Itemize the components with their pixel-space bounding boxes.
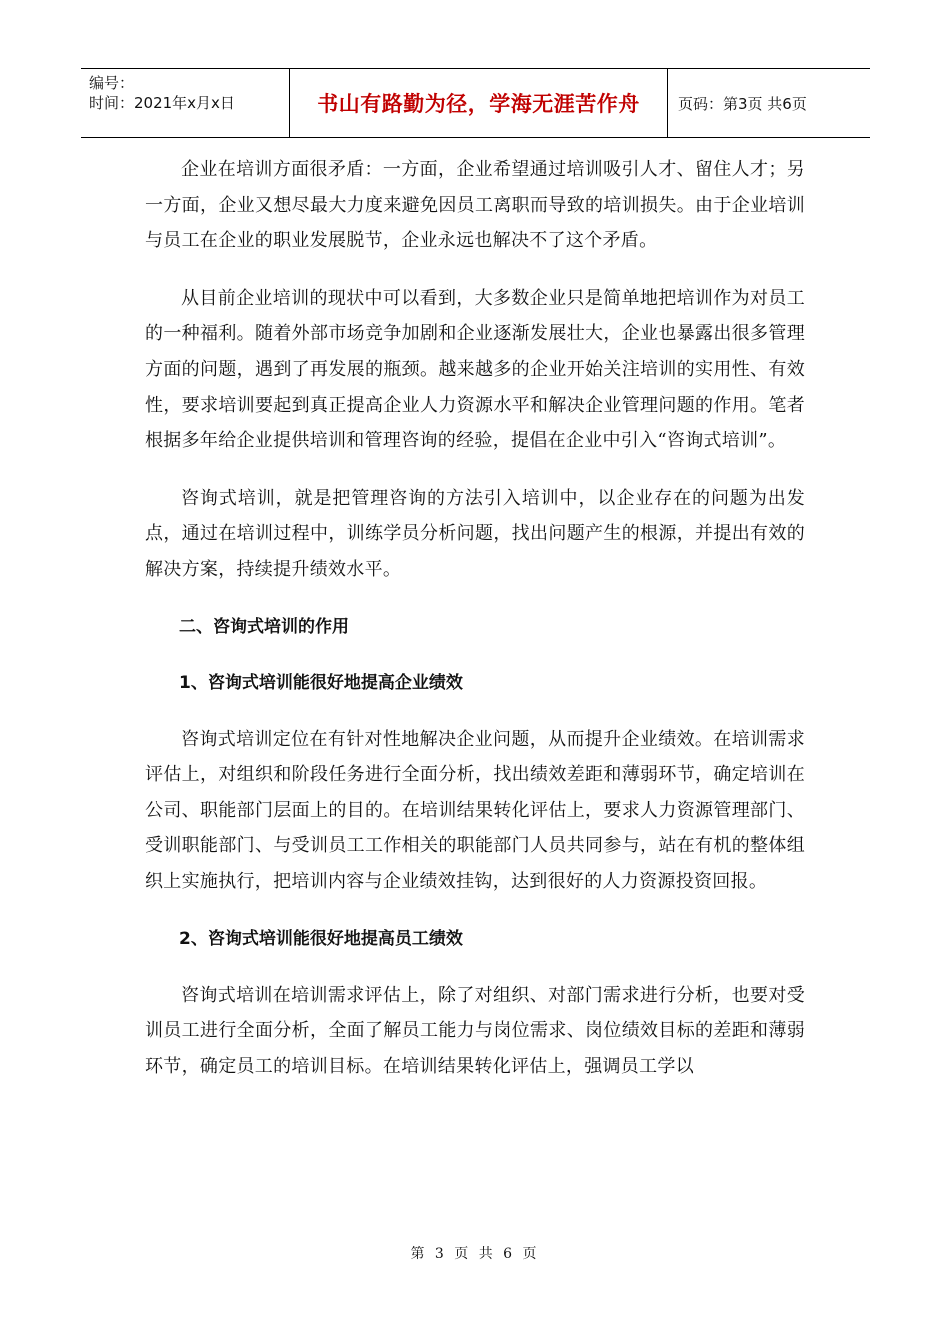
number-label: 编号： bbox=[89, 74, 135, 92]
page-footer: 第 3 页 共 6 页 bbox=[410, 1246, 540, 1262]
paragraph: 企业在培训方面很矛盾：一方面，企业希望通过培训吸引人才、留住人才；另一方面，企业又想尽最大力度来避免因员工离职而导致的培训损失。由于企业培训与员工在企业的职业发展脱节，企业永远也解决不了这个矛盾。 bbox=[145, 159, 805, 252]
section-heading: 二、咨询式培训的作用 bbox=[179, 616, 349, 637]
paragraph: 咨询式培训，就是把管理咨询的方法引入培训中，以企业存在的问题为出发点，通过在培训过程中，训练学员分析问题，找出问题产生的根源，并提出有效的解决方案，持续提升绩效水平。 bbox=[145, 487, 805, 580]
time-label: 时间：2021年x月x日 bbox=[89, 94, 235, 112]
paragraph: 咨询式培训在培训需求评估上，除了对组织、对部门需求进行分析，也要对受训员工进行全面分析，全面了解员工能力与岗位需求、岗位绩效目标的差距和薄弱环节，确定员工的培训目标。在培训结果转化评估上，强调员工学以 bbox=[145, 984, 805, 1077]
header-motto: 书山有路勤为径，学海无涯苦作舟 bbox=[290, 69, 668, 137]
paragraph: 咨询式培训定位在有针对性地解决企业问题，从而提升企业绩效。在培训需求评估上，对组织和阶段任务进行全面分析，找出绩效差距和薄弱环节，确定培训在公司、职能部门层面上的目的。在培训结果转化评估上，要求人力资源管理部门、受训职能部门、与受训员工工作相关的职能部门人员共同参与，站在有机的整体组织上实施执行，把培训内容与企业绩效挂钩，达到很好的人力资源投资回报。 bbox=[145, 728, 805, 892]
header-meta bbox=[81, 69, 290, 137]
header-page-info: 页码：第3页 共6页 bbox=[678, 94, 807, 113]
document-header bbox=[81, 68, 870, 138]
subsection-heading-2: 2、咨询式培训能很好地提高员工绩效 bbox=[179, 928, 463, 949]
paragraph: 从目前企业培训的现状中可以看到，大多数企业只是简单地把培训作为对员工的一种福利。随着外部市场竞争加剧和企业逐渐发展壮大，企业也暴露出很多管理方面的问题，遇到了再发展的瓶颈。越来越多的企业开始关注培训的实用性、有效性，要求培训要起到真正提高企业人力资源水平和解决企业管理问题的作用。笔者根据多年给企业提供培训和管理咨询的经验，提倡在企业中引入“咨询式培训”。 bbox=[145, 287, 805, 452]
document-body bbox=[145, 152, 805, 1106]
subsection-heading-1: 1、咨询式培训能很好地提高企业绩效 bbox=[179, 672, 463, 693]
